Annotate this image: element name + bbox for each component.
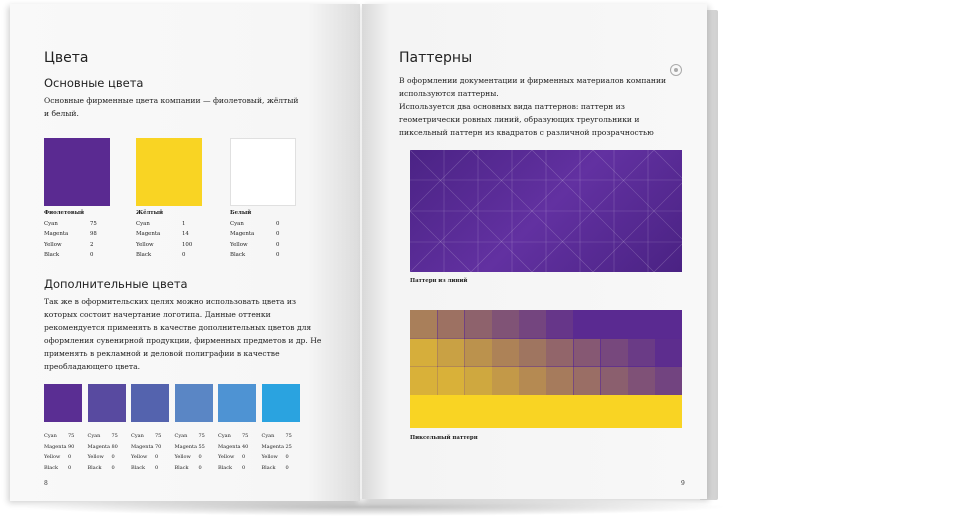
pixel-grid [410, 310, 682, 394]
value-black: 0 [155, 464, 159, 471]
description-line: пиксельный паттерн из квадратов с различной прозрачностью [399, 128, 654, 137]
label-magenta: Magenta [44, 443, 67, 450]
swatch-violet [44, 138, 110, 206]
pixel-cell [492, 310, 520, 339]
label-yellow: Yellow [44, 454, 61, 460]
line-pattern-caption: Паттерн из линий [410, 278, 468, 284]
label-cyan: Cyan [87, 433, 101, 439]
pixel-cell [410, 310, 438, 339]
pixel-cell [464, 310, 492, 339]
value-black: 0 [198, 464, 202, 471]
pixel-cell [519, 310, 547, 339]
description-line: применять в рекламной и деловой полиграфии в качестве [44, 349, 280, 358]
label-black: Black [136, 252, 152, 258]
value-magenta: 98 [90, 231, 97, 237]
value-magenta: 14 [182, 231, 189, 237]
pixel-cell [546, 310, 574, 339]
label-yellow: Yellow [230, 241, 248, 248]
label-cyan: Cyan [44, 220, 58, 227]
description-line: В оформлении документации и фирменных материалов компании [399, 76, 667, 85]
description-line: Так же в оформительских целях можно использовать цвета из [44, 297, 297, 306]
additional-swatch [262, 384, 300, 422]
swatch-name: Жёлтый [136, 210, 164, 216]
label-magenta: Magenta [230, 231, 255, 237]
additional-swatch-cmyk [44, 431, 74, 473]
value-cyan: 75 [155, 433, 162, 439]
value-cyan: 75 [198, 433, 205, 439]
pixel-cell [519, 366, 547, 395]
pixel-pattern-caption: Пиксельный паттерн [410, 435, 478, 441]
right-page [362, 4, 707, 499]
cmyk-yellow [136, 208, 192, 261]
cmyk-violet [44, 208, 97, 261]
value-yellow: 0 [242, 454, 246, 460]
value-cyan: 75 [242, 433, 249, 439]
label-black: Black [87, 464, 102, 471]
additional-swatch-cmyk [88, 431, 118, 473]
description-line: рекомендуется применять в качестве дополнительных цветов для [44, 323, 312, 332]
value-yellow: 0 [198, 454, 202, 460]
label-magenta: Magenta [218, 443, 241, 450]
pixel-pattern [410, 310, 682, 428]
label-magenta: Magenta [174, 443, 197, 450]
label-yellow: Yellow [174, 454, 191, 460]
value-yellow: 0 [155, 454, 159, 460]
value-black: 0 [285, 464, 289, 471]
value-magenta: 25 [285, 443, 292, 450]
additional-swatch-cmyk [175, 431, 205, 473]
additional-swatch [218, 384, 256, 422]
swatch-name: Белый [230, 210, 252, 216]
description-line: оформления сувенирной продукции, фирменных предметов и др. Не [44, 336, 322, 345]
label-cyan: Cyan [44, 433, 57, 439]
value-magenta: 80 [111, 443, 118, 450]
additional-swatch-cmyk [262, 431, 292, 473]
value-cyan: 75 [68, 433, 75, 439]
value-yellow: 0 [68, 454, 72, 460]
additional-colors-description [44, 295, 344, 373]
value-yellow: 0 [111, 454, 115, 460]
additional-swatch [88, 384, 126, 422]
value-black: 0 [68, 464, 72, 471]
label-yellow: Yellow [131, 454, 148, 460]
description-line: геометрически ровных линий, образующих треугольники и [399, 115, 640, 124]
label-cyan: Cyan [131, 433, 144, 439]
pixel-cell [492, 338, 520, 367]
page-title-patterns: Паттерны [399, 50, 473, 66]
label-black: Black [44, 464, 59, 471]
label-black: Black [44, 252, 60, 258]
additional-swatch [131, 384, 169, 422]
label-cyan: Cyan [218, 433, 231, 439]
main-colors-heading: Основные цвета [44, 76, 144, 90]
pixel-cell [437, 366, 465, 395]
label-black: Black [131, 464, 146, 471]
label-yellow: Yellow [44, 241, 62, 248]
pixel-cell [573, 338, 601, 367]
pixel-cell [410, 366, 438, 395]
value-yellow: 2 [90, 241, 94, 248]
value-magenta: 40 [242, 443, 249, 450]
additional-swatch [44, 384, 82, 422]
description-line: которых состоит начертание логотипа. Данные оттенки [44, 310, 271, 319]
label-magenta: Magenta [261, 443, 284, 450]
value-yellow: 0 [285, 454, 289, 460]
label-black: Black [261, 464, 276, 471]
main-colors-description: Основные фирменные цвета компании — фиолетовый, жёлтый и белый. [44, 96, 299, 118]
pixel-cell [573, 310, 601, 339]
patterns-description [399, 74, 689, 139]
pixel-cell [655, 310, 682, 339]
pixel-cell [655, 366, 682, 395]
page-title-colors: Цвета [44, 50, 89, 66]
value-magenta: 90 [68, 443, 75, 450]
label-magenta: Magenta [136, 231, 161, 237]
pixel-cell [546, 338, 574, 367]
value-black: 0 [182, 252, 186, 258]
label-yellow: Yellow [261, 454, 278, 460]
pixel-cell [437, 338, 465, 367]
pixel-cell [464, 366, 492, 395]
label-cyan: Cyan [136, 220, 150, 227]
pixel-cell [600, 310, 628, 339]
pixel-cell [437, 310, 465, 339]
swatch-yellow [136, 138, 202, 206]
value-cyan: 75 [111, 433, 118, 439]
additional-swatch-cmyk [218, 431, 248, 473]
line-pattern-svg [410, 150, 682, 272]
additional-swatch [175, 384, 213, 422]
label-black: Black [230, 252, 246, 258]
label-magenta: Magenta [44, 231, 69, 237]
page-number-left: 8 [44, 480, 48, 487]
page-number-right: 9 [681, 480, 685, 487]
pixel-cell [628, 310, 656, 339]
label-cyan: Cyan [174, 433, 188, 439]
value-black: 0 [242, 464, 246, 471]
label-cyan: Cyan [230, 220, 244, 227]
pixel-cell [600, 338, 628, 367]
value-magenta: 70 [155, 443, 162, 450]
pixel-cell [410, 338, 438, 367]
value-black: 0 [111, 464, 115, 471]
description-line: используются паттерны. [399, 89, 499, 98]
value-magenta: 55 [198, 443, 205, 450]
pixel-cell [546, 366, 574, 395]
pixel-cell [600, 366, 628, 395]
value-cyan: 1 [182, 220, 186, 227]
value-cyan: 0 [276, 220, 280, 227]
value-black: 0 [276, 252, 280, 258]
value-black: 0 [90, 252, 94, 258]
label-yellow: Yellow [87, 454, 104, 460]
description-line: преобладающего цвета. [44, 362, 141, 371]
label-black: Black [218, 464, 233, 471]
line-pattern [410, 150, 682, 272]
additional-swatch-cmyk [131, 431, 161, 473]
pixel-cell [655, 338, 682, 367]
pixel-cell [628, 338, 656, 367]
pixel-cell [492, 366, 520, 395]
value-cyan: 75 [90, 220, 97, 227]
swatch-name: Фиолетовый [44, 210, 85, 216]
value-yellow: 0 [276, 241, 280, 248]
label-yellow: Yellow [136, 241, 154, 248]
value-magenta: 0 [276, 231, 280, 237]
cmyk-white [230, 208, 279, 261]
pixel-cell [628, 366, 656, 395]
value-cyan: 75 [285, 433, 292, 439]
label-cyan: Cyan [261, 433, 275, 439]
label-magenta: Magenta [87, 443, 110, 450]
label-black: Black [174, 464, 189, 471]
swatch-white [230, 138, 296, 206]
pixel-cell [519, 338, 547, 367]
label-yellow: Yellow [218, 454, 235, 460]
additional-colors-heading: Дополнительные цвета [44, 277, 188, 291]
pixel-cell [464, 338, 492, 367]
left-page [10, 4, 360, 501]
label-magenta: Magenta [131, 443, 154, 450]
pixel-cell [573, 366, 601, 395]
description-line: Используется два основных вида паттернов: паттерн из [399, 102, 625, 111]
value-yellow: 100 [182, 241, 193, 248]
